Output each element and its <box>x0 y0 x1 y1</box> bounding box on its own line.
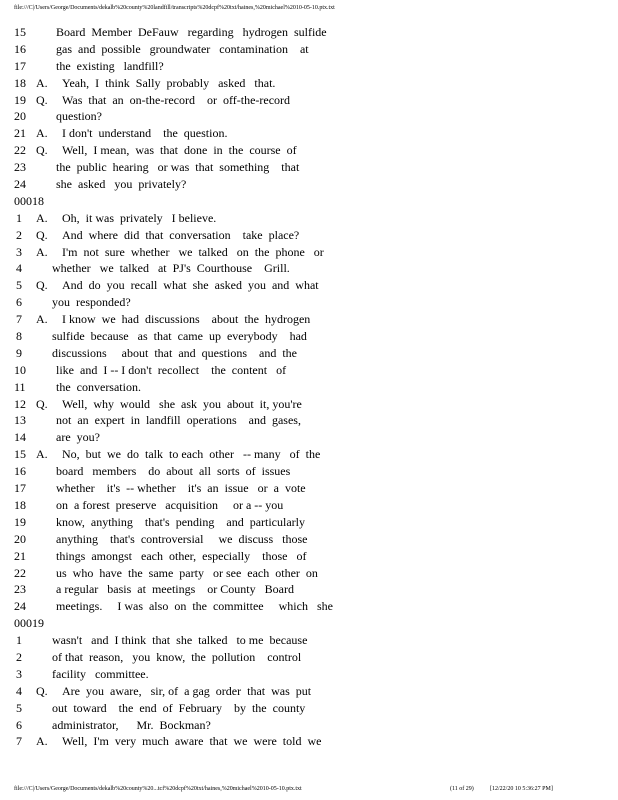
line-text: discussions about that and questions and the <box>52 345 297 360</box>
line-text: a regular basis at meetings or County Board <box>56 582 294 597</box>
line-text: And where did that conversation take place? <box>62 227 300 242</box>
transcript-line <box>14 159 614 176</box>
transcript-line <box>14 683 614 700</box>
transcript-line <box>14 227 614 244</box>
transcript-line <box>14 733 614 750</box>
line-text: administrator, Mr. Bockman? <box>52 717 211 732</box>
transcript-line <box>14 412 614 429</box>
line-text: Are you aware, sir, of a gag order that was put <box>62 683 312 698</box>
transcript-line <box>14 565 614 582</box>
line-number: 19 <box>14 514 26 529</box>
line-text: know, anything that's pending and particularly <box>56 514 305 529</box>
line-text: she asked you privately? <box>56 177 187 192</box>
line-number: 19 <box>14 92 26 107</box>
line-text: Yeah, I think Sally probably asked that. <box>62 75 276 90</box>
line-number: 21 <box>14 126 26 141</box>
line-text: Well, I'm very much aware that we were told we <box>62 734 322 749</box>
transcript-line <box>14 480 614 497</box>
line-text: Was that an on-the-record or off-the-record <box>62 92 291 107</box>
line-number: 5 <box>16 278 22 293</box>
speaker-marker: A. <box>36 734 48 749</box>
page-marker <box>14 615 614 632</box>
line-text: are you? <box>56 430 100 445</box>
line-number: 6 <box>16 295 22 310</box>
page-marker <box>14 193 614 210</box>
page-number: 00019 <box>14 616 44 631</box>
speaker-marker: A. <box>36 244 48 259</box>
transcript-line <box>14 632 614 649</box>
line-number: 13 <box>14 413 26 428</box>
transcript-line <box>14 463 614 480</box>
transcript-line <box>14 700 614 717</box>
speaker-marker: A. <box>36 75 48 90</box>
file-path-header: file:///C|/Users/George/Documents/dekalb%20county%20landfill/transcripts%20dcpf%20txt/haines,%20michael%2010-05-10.ptx.txt <box>14 5 335 11</box>
transcript-line <box>14 379 614 396</box>
speaker-marker: A. <box>36 447 48 462</box>
transcript-line <box>14 396 614 413</box>
transcript-line <box>14 277 614 294</box>
line-text: things amongst each other, especially those of <box>56 548 307 563</box>
line-text: question? <box>56 109 102 124</box>
line-number: 3 <box>16 666 22 681</box>
line-number: 17 <box>14 58 26 73</box>
line-number: 17 <box>14 481 26 496</box>
line-number: 16 <box>14 464 26 479</box>
transcript-line <box>14 666 614 683</box>
line-number: 3 <box>16 244 22 259</box>
line-text: out toward the end of February by the county <box>52 700 306 715</box>
line-number: 24 <box>14 599 26 614</box>
transcript-line <box>14 581 614 598</box>
line-text: I'm not sure whether we talked on the phone or <box>62 244 324 259</box>
line-number: 24 <box>14 177 26 192</box>
print-timestamp: [12/22/20 10 5:36:27 PM] <box>490 786 553 792</box>
transcript-line <box>14 717 614 734</box>
transcript-line <box>14 75 614 92</box>
transcript-line <box>14 446 614 463</box>
line-text: sulfide because as that came up everybody had <box>52 329 307 344</box>
line-text: not an expert in landfill operations and gases, <box>56 413 301 428</box>
line-text: on a forest preserve acquisition or a -- you <box>56 497 284 512</box>
transcript-line <box>14 362 614 379</box>
page-counter: (11 of 29) <box>450 786 474 792</box>
line-text: I don't understand the question. <box>62 126 228 141</box>
speaker-marker: A. <box>36 312 48 327</box>
speaker-marker: Q. <box>36 143 48 158</box>
line-text: Well, I mean, was that done in the course of <box>62 143 297 158</box>
transcript-line <box>14 429 614 446</box>
line-number: 2 <box>16 649 22 664</box>
line-number: 4 <box>16 261 22 276</box>
transcript-line <box>14 514 614 531</box>
transcript-line <box>14 497 614 514</box>
line-text: anything that's controversial we discuss those <box>56 531 308 546</box>
transcript-body <box>14 24 614 750</box>
transcript-line <box>14 531 614 548</box>
transcript-line <box>14 58 614 75</box>
transcript-line <box>14 125 614 142</box>
line-text: facility committee. <box>52 666 149 681</box>
line-number: 23 <box>14 160 26 175</box>
line-number: 18 <box>14 75 26 90</box>
transcript-line <box>14 92 614 109</box>
speaker-marker: Q. <box>36 92 48 107</box>
line-text: whether it's -- whether it's an issue or a vote <box>56 481 306 496</box>
transcript-line <box>14 260 614 277</box>
speaker-marker: Q. <box>36 278 48 293</box>
line-number: 6 <box>16 717 22 732</box>
line-number: 9 <box>16 345 22 360</box>
line-number: 11 <box>14 379 26 394</box>
line-text: of that reason, you know, the pollution control <box>52 649 302 664</box>
line-number: 1 <box>16 210 22 225</box>
transcript-line <box>14 108 614 125</box>
line-number: 15 <box>14 447 26 462</box>
line-text: us who have the same party or see each other on <box>56 565 318 580</box>
transcript-line <box>14 24 614 41</box>
page-number: 00018 <box>14 193 44 208</box>
file-path-footer: file:///C|/Users/George/Documents/dekalb%20county%20...tcf%20dcpf%20txt/haines,%20michael%2010-05-10.ptx.txt <box>14 786 302 792</box>
transcript-line <box>14 210 614 227</box>
line-number: 22 <box>14 565 26 580</box>
speaker-marker: Q. <box>36 227 48 242</box>
line-number: 20 <box>14 531 26 546</box>
line-text: And do you recall what she asked you and what <box>62 278 319 293</box>
speaker-marker: A. <box>36 126 48 141</box>
transcript-line <box>14 345 614 362</box>
line-text: the conversation. <box>56 379 141 394</box>
line-text: the public hearing or was that something that <box>56 160 300 175</box>
line-text: I know we had discussions about the hydrogen <box>62 312 311 327</box>
line-number: 5 <box>16 700 22 715</box>
line-number: 16 <box>14 41 26 56</box>
line-text: whether we talked at PJ's Courthouse Grill. <box>52 261 290 276</box>
line-number: 1 <box>16 633 22 648</box>
transcript-line <box>14 176 614 193</box>
transcript-line <box>14 328 614 345</box>
line-text: meetings. I was also on the committee which she <box>56 599 333 614</box>
line-number: 7 <box>16 312 22 327</box>
line-text: No, but we do talk to each other -- many of the <box>62 447 321 462</box>
line-text: board members do about all sorts of issues <box>56 464 291 479</box>
line-number: 15 <box>14 25 26 39</box>
transcript-line <box>14 649 614 666</box>
transcript-line <box>14 311 614 328</box>
line-text: wasn't and I think that she talked to me because <box>52 633 308 648</box>
line-text: Board Member DeFauw regarding hydrogen sulfide <box>56 25 327 39</box>
transcript-line <box>14 598 614 615</box>
transcript-line <box>14 244 614 261</box>
line-number: 22 <box>14 143 26 158</box>
line-text: gas and possible groundwater contamination at <box>56 41 309 56</box>
speaker-marker: A. <box>36 210 48 225</box>
speaker-marker: Q. <box>36 683 48 698</box>
line-number: 4 <box>16 683 22 698</box>
line-number: 21 <box>14 548 26 563</box>
transcript-line <box>14 548 614 565</box>
line-number: 12 <box>14 396 26 411</box>
line-number: 18 <box>14 497 26 512</box>
transcript-line <box>14 142 614 159</box>
line-number: 10 <box>14 362 26 377</box>
line-number: 14 <box>14 430 26 445</box>
line-text: like and I -- I don't recollect the content of <box>56 362 287 377</box>
transcript-line <box>14 294 614 311</box>
line-text: the existing landfill? <box>56 58 164 73</box>
line-number: 23 <box>14 582 26 597</box>
line-number: 7 <box>16 734 22 749</box>
line-text: you responded? <box>52 295 131 310</box>
speaker-marker: Q. <box>36 396 48 411</box>
transcript-line <box>14 41 614 58</box>
line-text: Well, why would she ask you about it, you're <box>62 396 302 411</box>
line-number: 2 <box>16 227 22 242</box>
line-text: Oh, it was privately I believe. <box>62 210 217 225</box>
line-number: 20 <box>14 109 26 124</box>
line-number: 8 <box>16 329 22 344</box>
